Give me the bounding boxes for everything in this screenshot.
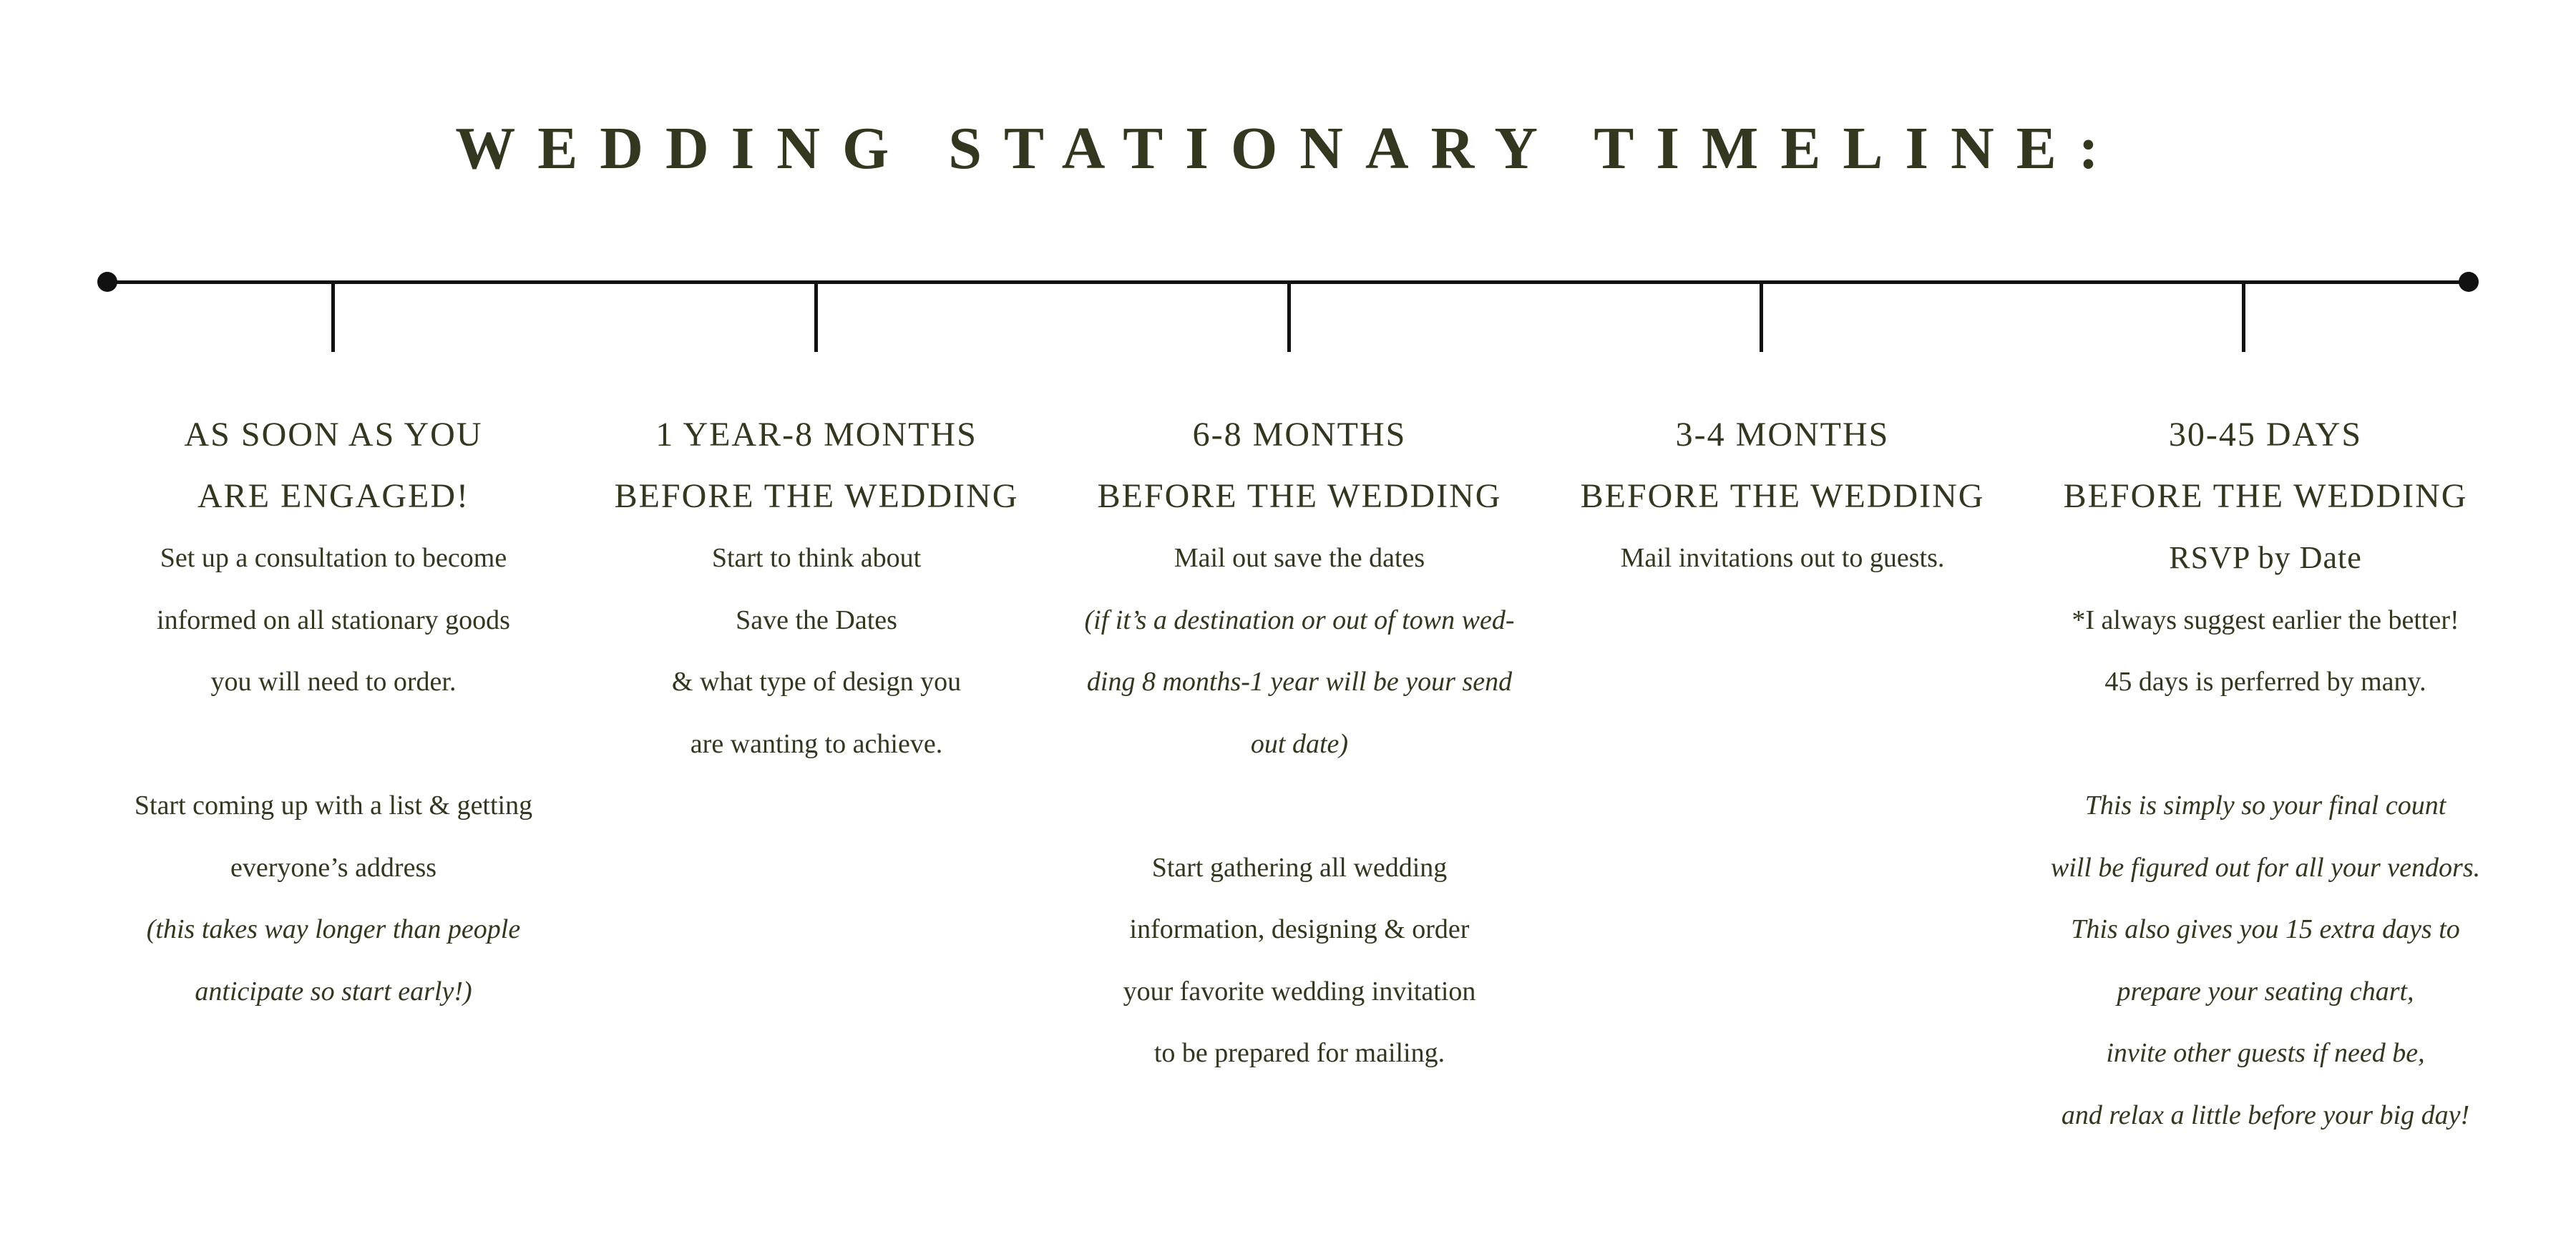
column-note-line: will be figured out for all your vendors. [2050,852,2481,883]
column-heading: 30-45 DAYS [2168,416,2363,454]
timeline-column-engaged [97,404,570,1022]
column-note-line: and relax a little before your big day! [2061,1100,2470,1130]
column-text-line: Mail out save the dates [1174,543,1425,573]
column-heading: BEFORE THE WEDDING [614,477,1019,515]
column-text-line: Mail invitations out to guests. [1620,543,1945,573]
column-text-line: Start coming up with a list & getting [134,790,533,821]
column-text-line: to be prepared for mailing. [1153,1038,1445,1068]
column-heading: AS SOON AS YOU [184,416,483,454]
column-heading: ARE ENGAGED! [197,477,469,515]
column-heading: 1 YEAR-8 MONTHS [655,416,977,454]
timeline-column-1-year [580,404,1053,775]
paragraph-spacer [2029,713,2502,775]
column-text-line: RSVP by Date [2169,540,2362,575]
column-note-line: invite other guests if need be, [2106,1038,2425,1068]
column-text-line: informed on all stationary goods [157,604,510,635]
column-note-line: This also gives you 15 extra days to [2071,914,2460,944]
timeline-tick-1 [331,280,335,352]
column-text-line: information, designing & order [1129,914,1470,944]
column-text-line: & what type of design you [671,667,962,697]
column-heading: BEFORE THE WEDDING [2063,477,2468,515]
column-text-line: Start gathering all wedding [1151,852,1448,883]
timeline-column-3-4-months [1546,404,2019,589]
column-note-line: prepare your seating chart, [2117,976,2414,1007]
column-note-line: (if it’s a destination or out of town wed- [1084,604,1515,635]
column-text-line: everyone’s address [230,852,437,883]
timeline-column-6-8-months [1063,404,1536,1084]
paragraph-spacer [97,713,570,775]
column-text-line: *I always suggest earlier the better! [2072,604,2459,635]
page-title: WEDDING STATIONARY TIMELINE: [455,115,2121,182]
column-text-line: Start to think about [711,543,922,573]
column-text-line: Set up a consultation to become [160,543,507,573]
timeline-tick-2 [814,280,818,352]
timeline-end-dot [2459,272,2479,292]
timeline-tick-3 [1287,280,1291,352]
column-note-line: out date) [1250,728,1349,759]
column-note-line: anticipate so start early!) [195,976,472,1007]
column-text-line: you will need to order. [210,667,457,697]
paragraph-spacer [1063,775,1536,837]
column-heading: 6-8 MONTHS [1192,416,1407,454]
column-heading: BEFORE THE WEDDING [1097,477,1502,515]
column-note-line: (this takes way longer than people [146,914,521,944]
column-heading: 3-4 MONTHS [1675,416,1890,454]
column-text-line: 45 days is perferred by many. [2104,667,2426,697]
timeline-tick-5 [2242,280,2245,352]
column-text-line: Save the Dates [736,604,897,635]
timeline-column-30-45-days [2029,404,2502,1146]
column-note-line: This is simply so your final count [2084,790,2446,821]
column-heading: BEFORE THE WEDDING [1580,477,1985,515]
column-text-line: your favorite wedding invitation [1123,976,1476,1007]
column-note-line: ding 8 months-1 year will be your send [1086,667,1513,697]
column-text-line: are wanting to achieve. [690,728,943,759]
timeline-start-dot [97,272,117,292]
timeline-tick-4 [1760,280,1763,352]
